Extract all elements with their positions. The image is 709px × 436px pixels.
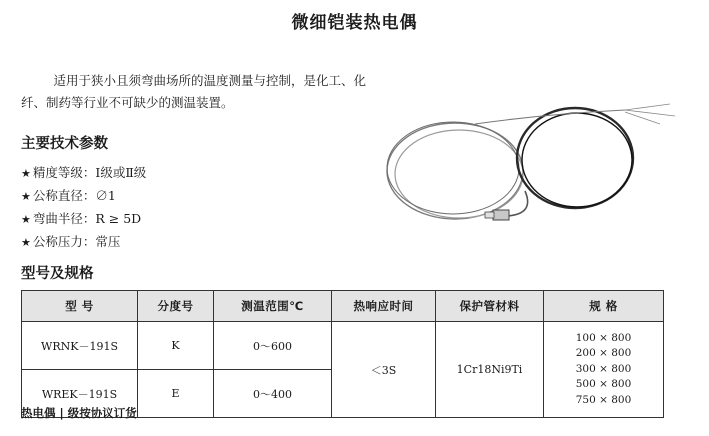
cell-model: WRNK－191S xyxy=(22,322,138,370)
cell-response-time: ＜3S xyxy=(332,322,436,418)
cell-model: WREK－191S xyxy=(22,370,138,418)
col-header-range: 测温范围℃ xyxy=(214,291,332,322)
col-header-model: 型 号 xyxy=(22,291,138,322)
intro-paragraph: 适用于狭小且须弯曲场所的温度测量与控制，是化工、化纤、制药等行业不可缺少的测温装置。 xyxy=(21,73,367,110)
page-title: 微细铠装热电偶 xyxy=(291,13,418,33)
star-icon: ★ xyxy=(21,236,31,249)
param-item xyxy=(21,207,146,230)
cell-graduation: E xyxy=(138,370,214,418)
col-header-material: 保护管材料 xyxy=(436,291,544,322)
param-text: 弯曲半径：R ≥ 5D xyxy=(32,211,142,226)
footer-note: 热电偶 | 级按协议订货 xyxy=(21,406,137,420)
model-spec-heading: 型号及规格 xyxy=(21,266,94,282)
thermocouple-photo xyxy=(375,96,695,236)
col-header-response-time: 热响应时间 xyxy=(332,291,436,322)
size-item: 200 × 800 xyxy=(575,347,632,360)
param-item xyxy=(21,161,146,184)
param-item xyxy=(21,184,146,207)
param-text: 精度等级：Ⅰ级或Ⅱ级 xyxy=(32,165,147,180)
cell-range: 0～600 xyxy=(214,322,332,370)
size-item: 300 × 800 xyxy=(575,362,632,375)
cell-range: 0～400 xyxy=(214,370,332,418)
params-list xyxy=(21,161,146,253)
cell-material: 1Cr18Ni9Ti xyxy=(436,322,544,418)
cell-graduation: K xyxy=(138,322,214,370)
size-item: 750 × 800 xyxy=(575,393,632,406)
star-icon: ★ xyxy=(21,213,31,226)
col-header-graduation: 分度号 xyxy=(138,291,214,322)
param-item xyxy=(21,230,146,253)
table-header-row xyxy=(22,291,664,322)
star-icon: ★ xyxy=(21,190,31,203)
size-item: 500 × 800 xyxy=(575,378,632,391)
table-row xyxy=(22,322,664,370)
cell-sizes xyxy=(544,322,664,418)
param-text: 公称直径：∅1 xyxy=(32,188,116,203)
tech-params-heading: 主要技术参数 xyxy=(21,136,108,152)
spec-table xyxy=(21,290,664,418)
size-item: 100 × 800 xyxy=(575,331,632,344)
star-icon: ★ xyxy=(21,167,31,180)
col-header-size: 规 格 xyxy=(544,291,664,322)
param-text: 公称压力：常压 xyxy=(32,234,121,249)
